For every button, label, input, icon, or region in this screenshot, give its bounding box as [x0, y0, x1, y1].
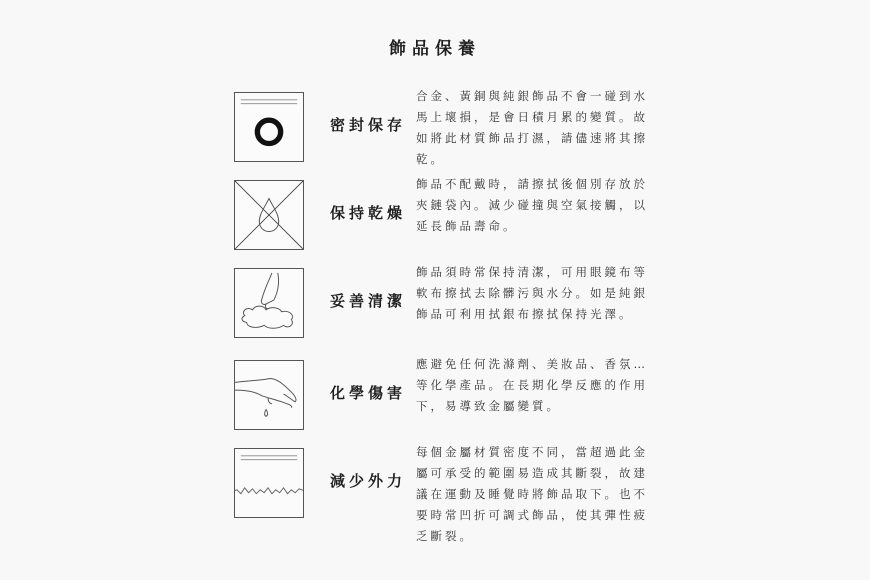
care-item-sealed: [234, 89, 654, 168]
care-item-description: 合金、黃銅與純銀飾品不會一碰到水馬上壞損，是會日積月累的變質。故如將此材質飾品打濕，請儘速將其擦乾。: [416, 89, 648, 166]
care-item-force: [234, 445, 654, 543]
hand-wipe-cloth-icon: [234, 268, 304, 338]
care-item-chemical: [234, 357, 654, 436]
care-item-clean: [234, 265, 654, 344]
care-item-label: 密封保存: [330, 116, 407, 134]
care-item-label: 妥善清潔: [330, 292, 407, 310]
care-item-label: 保持乾燥: [330, 204, 407, 222]
care-item-description: 每個金屬材質密度不同，當超過此金屬可承受的範圍易造成其斷裂，故建議在運動及睡覺時將飾品取下。也不要時常凹折可調式飾品，使其彈性疲乏斷裂。: [416, 445, 648, 543]
sealed-bag-icon: [234, 92, 304, 162]
care-item-description: 飾品不配戴時，請擦拭後個別存放於夾鏈袋內。減少碰撞與空氣接觸，以延長飾品壽命。: [416, 177, 648, 233]
no-water-drop-icon: [234, 180, 304, 250]
care-item-description: 應避免任何洗滌劑、美妝品、香氛…等化學產品。在長期化學反應的作用下，易導致金屬變質。: [416, 357, 648, 413]
care-item-dry: [234, 177, 654, 256]
care-item-description: 飾品須時常保持清潔，可用眼鏡布等軟布擦拭去除髒污與水分。如是純銀飾品可利用拭銀布擦拭保持光澤。: [416, 265, 648, 321]
hand-chemical-drop-icon: [234, 360, 304, 430]
page-title: 飾品保養: [389, 39, 481, 59]
care-item-label: 化學傷害: [330, 384, 407, 402]
pressure-line-icon: [234, 448, 304, 518]
care-item-label: 減少外力: [330, 472, 407, 490]
